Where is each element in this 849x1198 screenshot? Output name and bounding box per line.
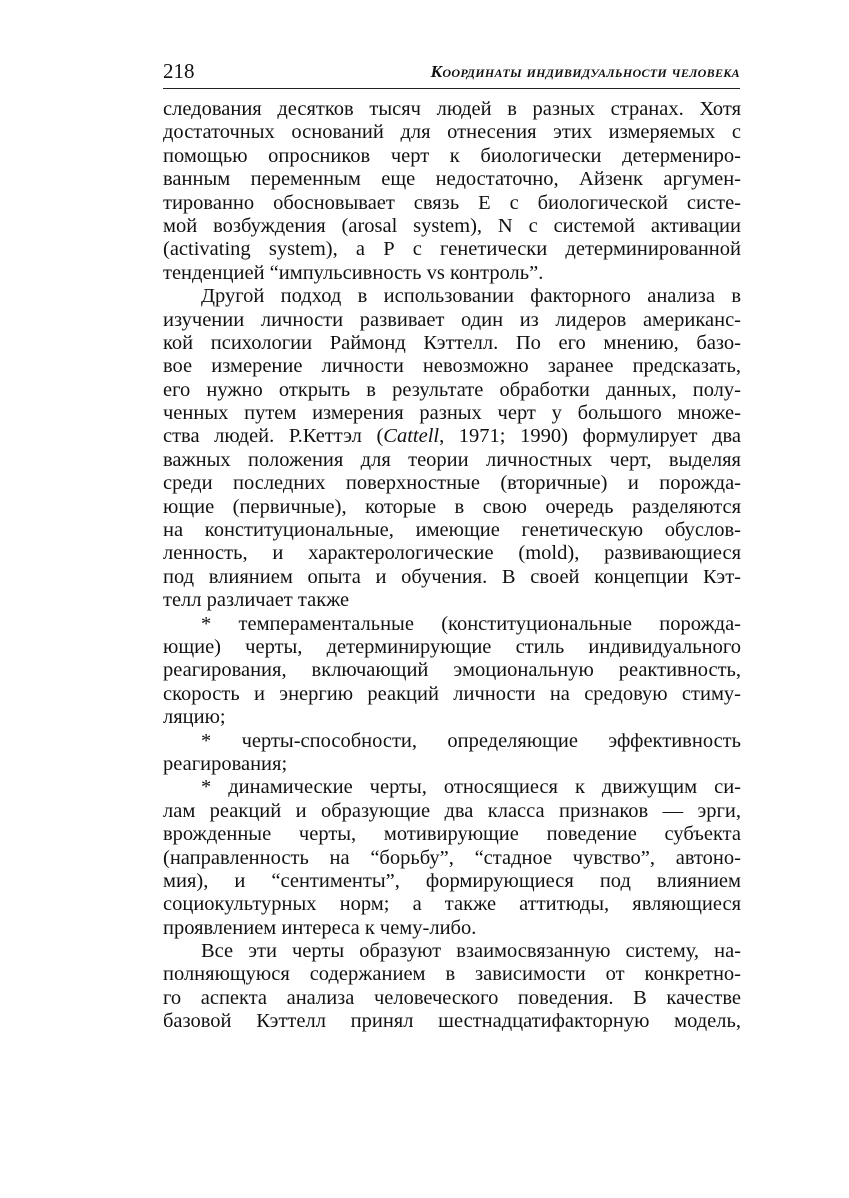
text-line: ляцию; (163, 706, 226, 729)
text-line: ченных путем измерения разных черт у большого множе- (163, 402, 741, 425)
paragraph (163, 940, 741, 1034)
citation-text-before: ства людей. Р.Кеттэл ( (163, 425, 384, 448)
text-line: * динамические черты, относящиеся к движущим си- (201, 776, 741, 799)
text-line: * темпераментальные (конституциональные порожда- (201, 612, 741, 635)
text-line: его нужно открыть в результате обработки данных, полу- (163, 378, 741, 401)
text-line: мой возбуждения (arosal system), N с системой активации (163, 214, 741, 237)
text-line: телл различает также (163, 589, 350, 612)
text-line: лам реакций и образующие два класса признаков — эрги, (163, 799, 741, 822)
text-line: Все эти черты образуют взаимосвязанную систему, на- (201, 940, 741, 963)
text-line: * черты-способности, определяющие эффективность (201, 729, 741, 752)
text-line: го аспекта анализа человеческого поведения. В качестве (163, 986, 741, 1009)
text-line: врожденные черты, мотивирующие поведение субъекта (163, 823, 741, 846)
text-line: реагирования; (163, 752, 288, 775)
text-line: социокультурных норм; а также аттитюды, являющиеся (163, 893, 741, 916)
text-line: достаточных оснований для отнесения этих измеряемых с (163, 121, 741, 144)
paragraph (163, 285, 741, 612)
text-line: ющие (первичные), которые в свою очередь разделяются (163, 495, 741, 518)
text-line: тированно обосновывает связь Е с биологической систе- (163, 191, 741, 214)
text-line: под влиянием опыта и обучения. В своей концепции Кэт- (163, 565, 741, 588)
text-line: реагирования, включающий эмоциональную реактивность, (163, 659, 741, 682)
text-line: среди последних поверхностные (вторичные) и порожда- (163, 472, 741, 495)
text-line: Другой подход в использовании факторного анализа в (201, 285, 741, 308)
running-title: Координаты индивидуальности человека (430, 62, 740, 81)
text-line: изучении личности развивает один из лидеров американс- (163, 308, 741, 331)
text-line: ющие) черты, детерминирующие стиль индивидуального (163, 635, 741, 658)
text-line: полняющуюся содержанием в зависимости от конкретно- (163, 963, 741, 986)
text-line: (направленность на “борьбу”, “стадное чувство”, автоно- (163, 846, 741, 869)
text-line: мия), и “сентименты”, формирующиеся под влиянием (163, 869, 741, 892)
text-line: на конституциональные, имеющие генетическую обуслов- (163, 519, 741, 542)
text-line: важных положения для теории личностных черт, выделяя (163, 448, 741, 471)
text-line: ванным переменным еще недостаточно, Айзенк аргумен- (163, 168, 741, 191)
page-header (163, 54, 740, 88)
text-line: тенденцией “импульсивность vs контроль”. (163, 261, 544, 284)
text-line: помощью опросников черт к биологически детермениро- (163, 144, 741, 167)
header-rule (163, 88, 740, 89)
text-line: скорость и энергию реакций личности на средовую стиму- (163, 682, 741, 705)
text-line: кой психологии Раймонд Кэттелл. По его мнению, базо- (163, 331, 741, 354)
text-line: проявлением интереса к чему-либо. (163, 916, 477, 939)
citation-text-after: , 1971; 1990) формулирует два (439, 425, 741, 448)
text-line: (activating system), а Р с генетически детерминированной (163, 238, 741, 261)
page-number: 218 (163, 59, 195, 83)
citation-line (163, 425, 741, 448)
citation-author: Cattell (383, 425, 440, 448)
text-line: вое измерение личности невозможно заранее предсказать, (163, 355, 741, 378)
list-item (163, 776, 741, 940)
text-line: следования десятков тысяч людей в разных странах. Хотя (163, 98, 741, 120)
body-text (163, 98, 741, 1034)
list-item (163, 613, 741, 730)
paragraph (163, 98, 741, 285)
text-line: ленность, и характерологические (mold), развивающиеся (163, 542, 741, 565)
list-item (163, 730, 741, 777)
text-line: базовой Кэттелл принял шестнадцатифакторную модель, (163, 1010, 741, 1033)
